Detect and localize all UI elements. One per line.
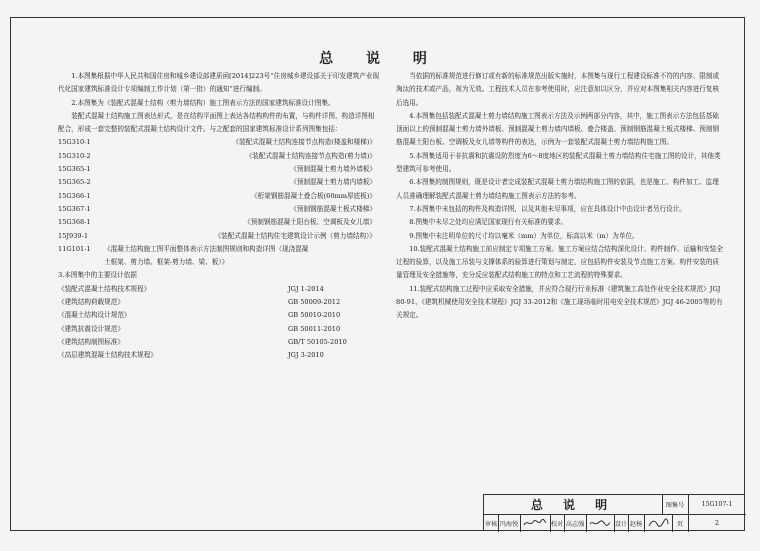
basis-standard: JGJ 3-2010 — [288, 351, 324, 360]
series-code: 15G368-1 — [58, 218, 91, 227]
series-name: 《预制钢筋混凝土阳台板、空调板及女儿墙》 — [244, 218, 376, 227]
series-name: 《预制混凝土剪力墙外墙板》 — [290, 165, 376, 174]
series-item — [58, 216, 380, 229]
basis-item — [58, 323, 380, 336]
series-item — [58, 150, 380, 163]
series-name: 《装配式混凝土结构连接节点构造(楼盖和楼梯)》 — [232, 138, 376, 147]
basis-standard: GB 50009-2012 — [288, 298, 341, 307]
basis-list — [58, 283, 380, 363]
paragraph-3: 装配式混凝土结构施工图表达形式，是在结构平面图上表达各结构构件的布置，与构件详图、构造详图相配合，形成一套完整的装配式混凝土结构设计文件。与之配套的国家建筑标准设计系列图集包括： — [58, 111, 375, 134]
basis-name: 《混凝土结构设计规范》 — [58, 311, 131, 320]
basis-item — [58, 349, 380, 362]
basis-item — [58, 336, 380, 349]
basis-standard: GB/T 50105-2010 — [288, 337, 347, 346]
page-label: 页 — [672, 514, 689, 532]
series-name: 《预制混凝土剪力墙内墙板》 — [290, 178, 376, 187]
review-name: 冯海悦 — [498, 514, 521, 532]
series-item — [58, 163, 380, 176]
basis-name: 《建筑结构制图标准》 — [58, 337, 124, 346]
basis-standard: GB 50011-2010 — [288, 324, 341, 333]
basis-name: 《建筑抗震设计规范》 — [58, 324, 124, 333]
right-column — [396, 70, 724, 323]
series-item — [58, 230, 380, 243]
paragraph-1: 1.本图集根据中华人民共和国住房和城乡建设部建质函[2014]223号“住房城乡建设部关于印发建筑产业现代化国家建筑标准设计专项编制工作计划（第一批）的通知”进行编制。 — [58, 72, 380, 94]
review-signature — [520, 514, 551, 532]
basis-standard: GB 50010-2010 — [288, 311, 341, 320]
series-name-continued: 土框架、剪力墙、框架-剪力墙、梁、板）》 — [104, 258, 229, 267]
paragraph-11: 11.装配式结构施工过程中应采取安全措施，并应符合现行行业标准《建筑施工高处作业安全技术规范》JGJ 80-91、《建筑机械使用安全技术规程》JGJ 33-2012和《施工现场临时用电安全技术规范》JGJ 46-2005等的有关规定。 — [396, 284, 723, 320]
series-item — [58, 176, 380, 189]
title-block — [483, 494, 745, 531]
atlas-number: 15G107-1 — [688, 495, 746, 515]
paragraph-7: 7.本图集中未包括的构件及构造详图，以及其他未尽事项，应在具体设计中由设计者另行设计。 — [409, 204, 686, 213]
series-code: 15G365-1 — [58, 165, 91, 174]
series-name: 《装配式混凝土结构连接节点构造(剪力墙)》 — [245, 151, 376, 160]
paragraph-5: 5.本图集适用于非抗震和抗震设防烈度为6～8度地区的装配式混凝土剪力墙结构住宅施工图的设计，其他类型建筑可参考使用。 — [396, 151, 721, 174]
basis-item — [58, 309, 380, 322]
series-list — [58, 136, 380, 242]
basis-name: 《高层建筑混凝土结构技术规程》 — [58, 351, 157, 360]
paragraph-10: 10.装配式混凝土结构施工前应制定专项施工方案。施工方案应结合结构深化设计、构件制作、运输和安装全过程的验算，以及施工吊装与支撑体系的验算进行策划与制定，应包括构件安装及节点施工方案、构件安装的质量管理及安全措施等，充分反应装配式结构施工的特点和工艺流程的特殊要求。 — [396, 244, 723, 280]
check-signature — [586, 514, 615, 532]
series-code: 15G365-2 — [58, 178, 91, 187]
paragraph-9: 9.图集中未注明单位的尺寸均以毫米（mm）为单位，标高以米（m）为单位。 — [409, 231, 639, 240]
series-name: 《预制钢筋混凝土板式楼梯》 — [290, 204, 376, 213]
series-code: 15G310-1 — [58, 138, 91, 147]
series-code: 11G101-1 — [58, 244, 91, 253]
left-column — [58, 70, 380, 363]
basis-heading: 3.本图集中的主要设计依据 — [58, 271, 137, 280]
series-name: 《装配式混凝土结构住宅建筑设计示例（剪力墙结构）》 — [214, 231, 376, 240]
review-label: 审核 — [484, 514, 499, 532]
basis-name: 《建筑结构荷载规范》 — [58, 298, 124, 307]
basis-item — [58, 296, 380, 309]
basis-standard: JGJ 1-2014 — [288, 284, 324, 293]
check-name: 高志强 — [564, 514, 587, 532]
series-code: 15G367-1 — [58, 204, 91, 213]
series-item — [58, 136, 380, 149]
paragraph-8: 8.图集中未尽之处均应满足国家现行有关标准的要求。 — [409, 218, 568, 227]
page-number: 2 — [715, 519, 719, 527]
check-label: 校对 — [550, 514, 565, 532]
title-block-title: 总 说 明 — [484, 495, 663, 515]
design-signature — [644, 514, 673, 532]
series-item — [58, 203, 380, 216]
series-code: 15G310-2 — [58, 151, 91, 160]
paragraph-6: 6.本图集的制图规则，既是设计者完成装配式混凝土剪力墙结构施工图的依据，也是施工、构件加工、监理人员准确理解装配式混凝土剪力墙结构施工图表示方法的参考。 — [396, 178, 719, 200]
basis-item — [58, 283, 380, 296]
series-name: 《桁架钢筋混凝土叠合板(60mm厚底板)》 — [251, 191, 376, 200]
series-item — [58, 190, 380, 203]
design-label: 设计 — [614, 514, 629, 532]
basis-name: 《装配式混凝土结构技术规程》 — [58, 284, 151, 293]
paragraph-4: 4.本图集包括装配式混凝土剪力墙结构施工图表示方法及示例两部分内容，其中，施工图表示方法包括基础顶面以上的预制混凝土剪力墙外墙板、预制混凝土剪力墙内墙板、叠合楼盖、预制钢筋混凝土板式楼梯、预制钢筋混凝土阳台板、空调板及女儿墙等构件的表达，示例为一套装配式混凝土剪力墙结构施工图。 — [396, 111, 720, 147]
series-code: 15G366-1 — [58, 191, 91, 200]
paragraph-2: 2.本图集为《装配式混凝土结构（剪力墙结构）施工图表示方法的国家建筑标准设计图集。 — [71, 98, 335, 107]
series-code: 15J939-1 — [58, 231, 89, 240]
series-name: 《混凝土结构施工图平面整体表示方法制图规则和构造详图（现浇混凝 — [104, 244, 309, 253]
paragraph-continued: 当依据的标准规范进行修订或有新的标准规范出版实施时，本图集与现行工程建设标准不符的内容、限制或淘汰的技术或产品，视为无效。工程技术人员在参考使用时，应注意加以区分，并应对本图集相关内容进行复核后选用。 — [396, 72, 720, 107]
atlas-number-label: 图集号 — [662, 495, 689, 515]
page-title: 总 说 明 — [319, 51, 441, 67]
design-name: 赵杨 — [628, 514, 645, 532]
series-item — [58, 243, 380, 256]
